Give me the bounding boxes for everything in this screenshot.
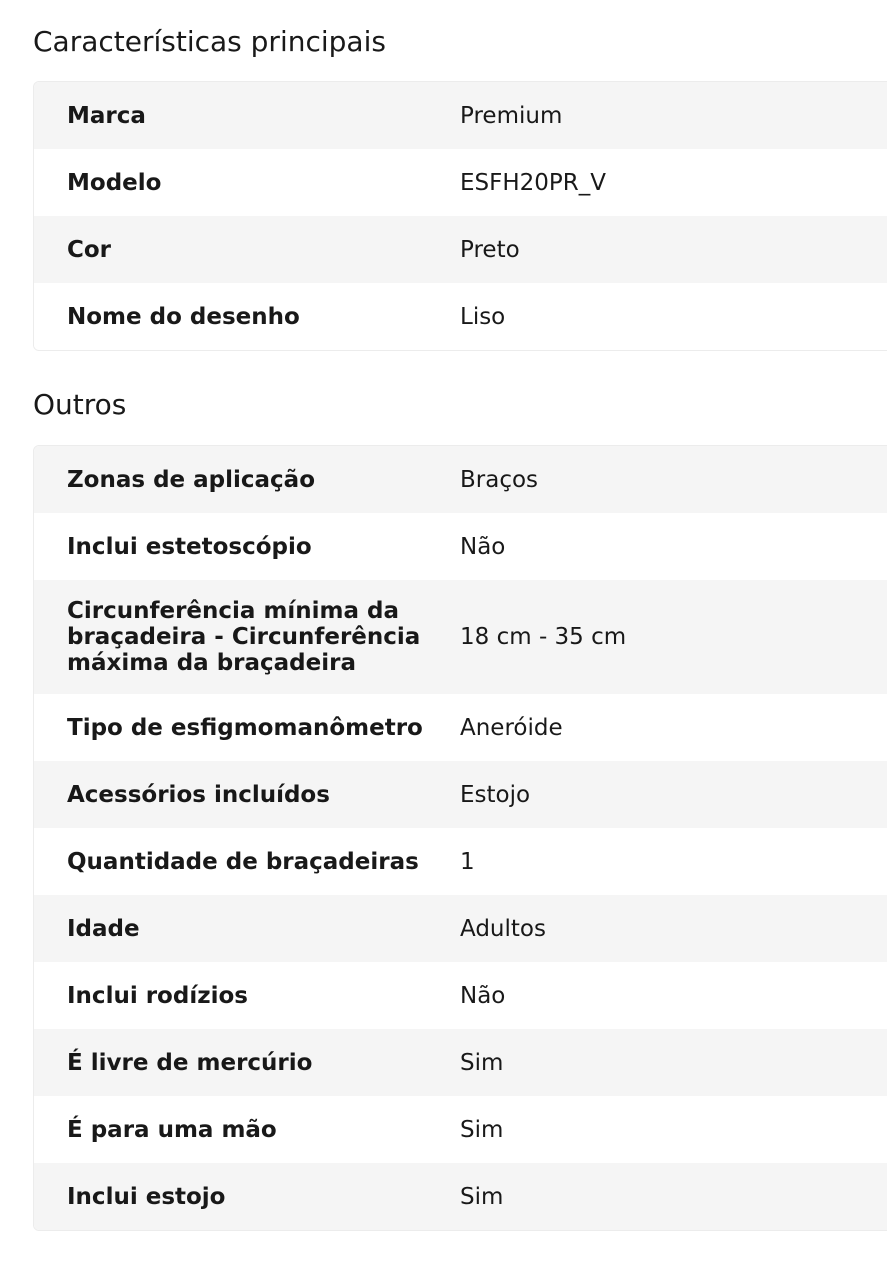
- row-value: Sim: [460, 1049, 504, 1076]
- row-value: ESFH20PR_V: [460, 169, 607, 196]
- row-value: 1: [460, 848, 475, 875]
- table-row: [34, 82, 887, 149]
- table-row: [34, 694, 887, 761]
- row-label: É livre de mercúrio: [67, 1049, 313, 1076]
- other-features-table: [33, 445, 887, 1231]
- row-value: Sim: [460, 1183, 504, 1210]
- section-title-main-features: Características principais: [33, 25, 386, 58]
- row-value: Preto: [460, 236, 520, 263]
- row-value: Premium: [460, 102, 563, 129]
- table-row: [34, 283, 887, 350]
- table-row: [34, 895, 887, 962]
- row-label: Nome do desenho: [67, 303, 300, 330]
- table-row: [34, 149, 887, 216]
- table-row: [34, 1096, 887, 1163]
- row-value: Não: [460, 533, 506, 560]
- table-row: [34, 513, 887, 580]
- row-label: Idade: [67, 915, 140, 942]
- table-row: [34, 216, 887, 283]
- row-label: Cor: [67, 236, 112, 263]
- table-row: [34, 1163, 887, 1230]
- row-value: Não: [460, 982, 506, 1009]
- row-label: Zonas de aplicação: [67, 466, 316, 493]
- row-value: Adultos: [460, 915, 546, 942]
- main-features-table: [33, 81, 887, 351]
- section-title-other: Outros: [33, 388, 127, 421]
- row-label: Tipo de esfigmomanômetro: [67, 714, 423, 741]
- row-label: Modelo: [67, 169, 162, 196]
- row-label: Inclui estojo: [67, 1183, 226, 1210]
- table-row: [34, 580, 887, 694]
- row-label: Circunferência mínima da braçadeira - Circunferência máxima da braçadeira: [67, 598, 421, 676]
- table-row: [34, 1029, 887, 1096]
- row-value: Estojo: [460, 781, 531, 808]
- row-label: Acessórios incluídos: [67, 781, 330, 808]
- row-label: Marca: [67, 102, 146, 129]
- row-label: Inclui estetoscópio: [67, 533, 312, 560]
- row-label: Quantidade de braçadeiras: [67, 848, 419, 875]
- table-row: [34, 761, 887, 828]
- table-row: [34, 828, 887, 895]
- row-value: Aneróide: [460, 714, 563, 741]
- table-row: [34, 962, 887, 1029]
- table-row: [34, 446, 887, 513]
- row-value: Liso: [460, 303, 506, 330]
- row-label: É para uma mão: [67, 1116, 277, 1143]
- row-value: Sim: [460, 1116, 504, 1143]
- row-label: Inclui rodízios: [67, 982, 248, 1009]
- row-value: Braços: [460, 466, 539, 493]
- row-value: 18 cm - 35 cm: [460, 624, 627, 650]
